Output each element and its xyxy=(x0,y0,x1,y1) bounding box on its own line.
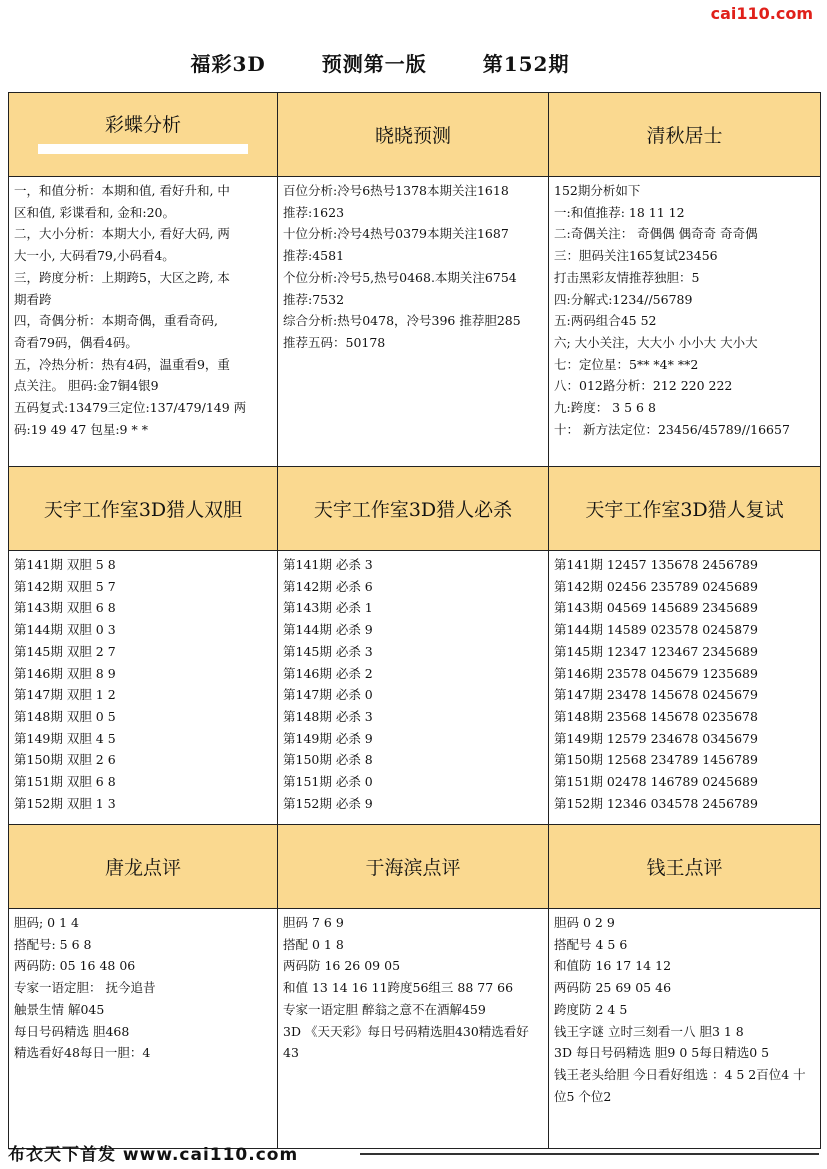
text-line: 3D 每日号码精选 胆9 0 5每日精选0 5 xyxy=(554,1045,770,1061)
text-line: 和值防 16 17 14 12 xyxy=(554,958,672,974)
xiaoxiao-prediction xyxy=(278,177,549,467)
text-line: 百位分析:冷号6热号1378本期关注1618 xyxy=(283,183,509,198)
prediction-table xyxy=(8,92,821,1149)
redaction-bar xyxy=(38,144,248,154)
double-dan-list xyxy=(9,551,278,825)
text-line: 第152期 12346 034578 2456789 xyxy=(554,795,758,811)
qianwang-review xyxy=(549,909,821,1149)
text-line: 综合分析:热号0478，冷号396 推荐胆285 xyxy=(283,313,521,329)
text-line: 第145期 12347 123467 2345689 xyxy=(554,643,758,659)
text-line: 第146期 23578 045679 1235689 xyxy=(554,665,758,681)
header-caidie xyxy=(9,93,278,177)
text-line: 搭配号 4 5 6 xyxy=(554,936,628,952)
header-double-dan: 天宇工作室3D猎人双胆 xyxy=(9,467,278,551)
title-issue: 第152期 xyxy=(482,52,570,76)
text-line: 二，大小分析：本期大小, 看好大码, 两 xyxy=(14,226,230,242)
header-qianwang: 钱王点评 xyxy=(549,825,821,909)
text-line: 四:分解式:1234//56789 xyxy=(554,291,693,307)
header-yuhaibin: 于海滨点评 xyxy=(278,825,549,909)
text-line: 第143期 04569 145689 2345689 xyxy=(554,600,758,616)
text-line: 八：012路分析：212 220 222 xyxy=(554,378,733,394)
text-line: 第147期 23478 145678 0245679 xyxy=(554,687,758,703)
text-line: 精选看好48每日一胆：4 xyxy=(14,1045,151,1061)
text-line: 九:跨度： 3 5 6 8 xyxy=(554,400,656,416)
text-line: 奇看79码，偶看4码。 xyxy=(14,334,138,350)
site-logo: cai110.com xyxy=(710,4,813,23)
text-line: 第148期 必杀 3 xyxy=(283,708,373,724)
text-line: 和值 13 14 16 11跨度56组三 88 77 66 xyxy=(283,980,514,996)
text-line: 第151期 必杀 0 xyxy=(283,774,373,790)
text-line: 第151期 双胆 6 8 xyxy=(14,774,116,790)
text-line: 两码防 16 26 09 05 xyxy=(283,958,401,974)
text-line: 第151期 02478 146789 0245689 xyxy=(554,774,758,790)
text-line: 专家一语定胆： 抚今追昔 xyxy=(14,980,156,996)
text-line: 两码防: 05 16 48 06 xyxy=(14,958,136,974)
text-line: 六; 大小关注，大大小 小小大 大小大 xyxy=(554,334,758,350)
text-line: 152期分析如下 xyxy=(554,183,641,198)
text-line: 胆码 7 6 9 xyxy=(283,915,344,930)
text-line: 第152期 必杀 9 xyxy=(283,795,373,811)
text-line: 一:和值推荐: 18 11 12 xyxy=(554,204,685,220)
text-line: 第149期 必杀 9 xyxy=(283,730,373,746)
yuhaibin-review xyxy=(278,909,549,1149)
text-line: 第146期 必杀 2 xyxy=(283,665,373,681)
text-line: 第149期 双胆 4 5 xyxy=(14,730,116,746)
text-line: 推荐:1623 xyxy=(283,204,345,220)
tanglong-review xyxy=(9,909,278,1149)
text-line: 第146期 双胆 8 9 xyxy=(14,665,116,681)
text-line: 十： 新方法定位：23456/45789//16657 xyxy=(554,421,790,437)
header-retry: 天宇工作室3D猎人复试 xyxy=(549,467,821,551)
text-line: 每日号码精选 胆468 xyxy=(14,1023,130,1039)
text-line: 第150期 必杀 8 xyxy=(283,752,373,768)
header-label: 彩蝶分析 xyxy=(104,114,181,136)
text-line: 第141期 必杀 3 xyxy=(283,557,373,572)
text-line: 第143期 双胆 6 8 xyxy=(14,600,116,616)
text-line: 五:两码组合45 52 xyxy=(554,313,657,329)
text-line: 打击黑彩友情推荐独胆：5 xyxy=(554,269,700,285)
header-must-kill: 天宇工作室3D猎人必杀 xyxy=(278,467,549,551)
text-line: 胆码; 0 1 4 xyxy=(14,915,79,930)
text-line: 跨度防 2 4 5 xyxy=(554,1001,628,1017)
text-line: 第147期 双胆 1 2 xyxy=(14,687,116,703)
text-line: 区和值, 彩谍看和, 金和:20。 xyxy=(14,204,176,220)
text-line: 大一小, 大码看79,小码看4。 xyxy=(14,248,175,264)
header-tanglong: 唐龙点评 xyxy=(9,825,278,909)
text-line: 推荐:7532 xyxy=(283,291,345,307)
text-line: 钱王老头给胆 今日看好组选 ：4 5 2百位4 十位5 个位2 xyxy=(554,1066,806,1104)
text-line: 第144期 必杀 9 xyxy=(283,622,373,638)
text-line: 搭配号: 5 6 8 xyxy=(14,936,92,952)
text-line: 第141期 双胆 5 8 xyxy=(14,557,116,572)
retry-list xyxy=(549,551,821,825)
text-line: 第145期 双胆 2 7 xyxy=(14,643,116,659)
text-line: 专家一语定胆 醉翁之意不在酒解459 xyxy=(283,1001,486,1017)
text-line: 二:奇偶关注： 奇偶偶 偶奇奇 奇奇偶 xyxy=(554,226,758,242)
text-line: 五，冷热分析：热有4码，温重看9，重 xyxy=(14,356,230,372)
text-line: 触景生情 解045 xyxy=(14,1001,105,1017)
text-line: 十位分析:冷号4热号0379本期关注1687 xyxy=(283,226,509,242)
text-line: 第142期 02456 235789 0245689 xyxy=(554,578,758,594)
text-line: 第143期 必杀 1 xyxy=(283,600,373,616)
text-line: 推荐:4581 xyxy=(283,248,345,264)
text-line: 三：胆码关注165复试23456 xyxy=(554,248,718,264)
text-line: 第150期 12568 234789 1456789 xyxy=(554,752,758,768)
text-line: 四，奇偶分析：本期奇偶，重看奇码, xyxy=(14,313,218,329)
title-edition: 预测第一版 xyxy=(321,52,427,76)
text-line: 第142期 必杀 6 xyxy=(283,578,373,594)
text-line: 第147期 必杀 0 xyxy=(283,687,373,703)
header-xiaoxiao: 晓晓预测 xyxy=(278,93,549,177)
qingqiu-analysis xyxy=(549,177,821,467)
text-line: 个位分析:冷号5,热号0468.本期关注6754 xyxy=(283,269,517,285)
title-lottery: 福彩3D xyxy=(190,52,266,76)
text-line: 第148期 双胆 0 5 xyxy=(14,708,116,724)
text-line: 3D 《天天彩》每日号码精选胆430精选看好43 xyxy=(283,1023,529,1061)
text-line: 五码复式:13479三定位:137/479/149 两 xyxy=(14,400,247,416)
text-line: 码:19 49 47 包星:9 * * xyxy=(14,421,148,437)
text-line: 第152期 双胆 1 3 xyxy=(14,795,116,811)
text-line: 推荐五码：50178 xyxy=(283,334,386,350)
text-line: 胆码 0 2 9 xyxy=(554,915,615,930)
must-kill-list xyxy=(278,551,549,825)
text-line: 第150期 双胆 2 6 xyxy=(14,752,116,768)
text-line: 第144期 双胆 0 3 xyxy=(14,622,116,638)
caidie-analysis xyxy=(9,177,278,467)
text-line: 第142期 双胆 5 7 xyxy=(14,578,116,594)
text-line: 七：定位星：5** *4* **2 xyxy=(554,356,699,372)
text-line: 点关注。 胆码:金7铜4银9 xyxy=(14,378,159,394)
text-line: 第141期 12457 135678 2456789 xyxy=(554,557,758,572)
text-line: 第144期 14589 023578 0245879 xyxy=(554,622,758,638)
text-line: 三，跨度分析：上期跨5，大区之跨, 本 xyxy=(14,269,230,285)
text-line: 第149期 12579 234678 0345679 xyxy=(554,730,758,746)
text-line: 一，和值分析：本期和值, 看好升和, 中 xyxy=(14,183,230,198)
text-line: 第148期 23568 145678 0235678 xyxy=(554,708,758,724)
text-line: 钱王字谜 立时三刻看一八 胆3 1 8 xyxy=(554,1023,744,1039)
text-line: 第145期 必杀 3 xyxy=(283,643,373,659)
text-line: 期看跨 xyxy=(14,291,52,307)
footer-divider xyxy=(360,1153,819,1155)
page-title xyxy=(0,48,760,77)
text-line: 两码防 25 69 05 46 xyxy=(554,980,672,996)
text-line: 搭配 0 1 8 xyxy=(283,936,344,952)
footer-watermark: 布衣天下首发 www.cai110.com xyxy=(8,1145,299,1165)
header-qingqiu: 清秋居士 xyxy=(549,93,821,177)
